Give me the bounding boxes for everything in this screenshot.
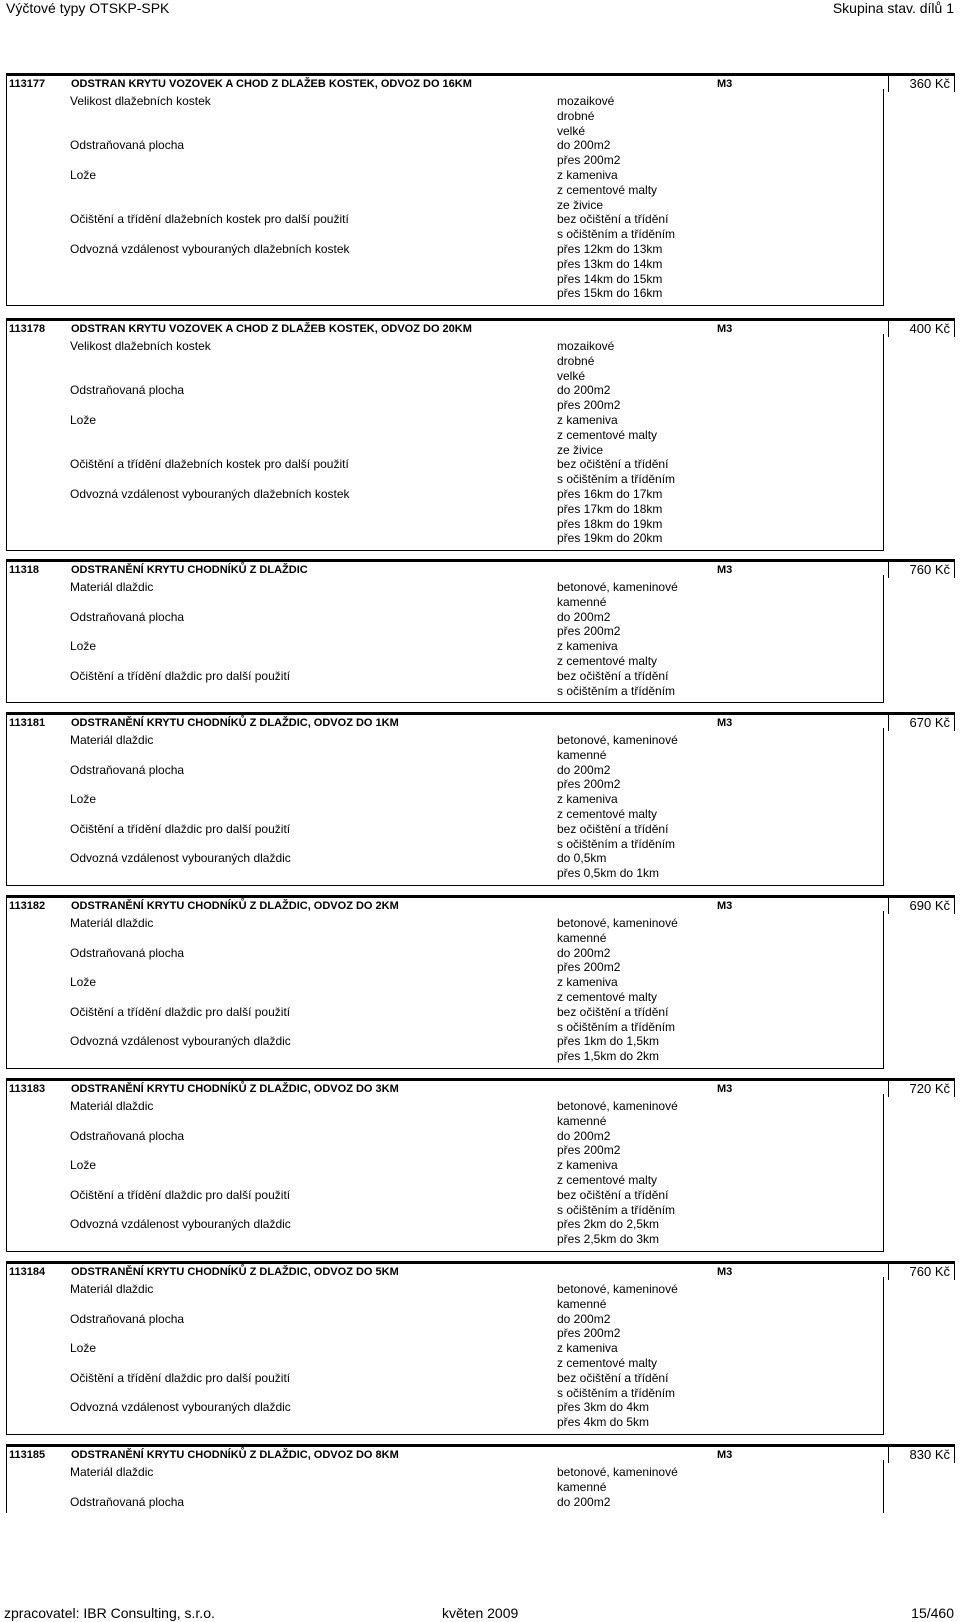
item-price: 400 Kč [909,321,950,336]
param-label: Materiál dlaždic [70,1465,154,1479]
param-value: kamenné [557,594,607,609]
param-value: bez očištění a třídění [557,1004,669,1019]
block-right-border [883,575,884,702]
param-value: přes 13km do 14km [557,256,663,271]
param-value: kamenné [557,930,607,945]
block-left-border [6,1277,7,1434]
param-label: Materiál dlaždic [70,733,154,747]
param-value: přes 200m2 [557,153,621,168]
param-label: Očištění a třídění dlaždic pro další použití [70,1004,291,1019]
item-price: 720 Kč [909,1081,950,1096]
param-value: z cementové malty [557,427,658,442]
param-value: bez očištění a třídění [557,821,669,836]
param-value: s očištěním a tříděním [557,1202,676,1217]
param-value: drobné [557,108,595,123]
param-label: Velikost dlažebních kostek [70,94,211,108]
param-value: z kameniva [557,1158,618,1173]
param-value: z cementové malty [557,1173,658,1187]
param-value: kamenné [557,1479,607,1494]
param-value: přes 0,5km do 1km [557,866,660,881]
param-value: drobné [557,353,595,368]
param-value: do 200m2 [557,1311,611,1326]
param-value: přes 4km do 5km [557,1415,650,1430]
param-label: Odstraňovaná plocha [70,609,185,624]
param-value: z kameniva [557,639,618,654]
param-label: Odstraňovaná plocha [70,383,185,398]
header-left: Výčtové typy OTSKP-SPK [6,0,170,16]
param-label: Velikost dlažebních kostek [70,339,211,353]
param-value: přes 2km do 2,5km [557,1217,660,1232]
item-title: ODSTRANĚNÍ KRYTU CHODNÍKŮ Z DLAŽDIC, ODVOZ DO 8KM [71,1449,399,1461]
block-bottom-border [6,702,884,703]
param-value: přes 200m2 [557,1326,621,1341]
param-value: betonové, kameninové [557,1282,678,1296]
item-unit: M3 [717,900,733,912]
param-value: betonové, kameninové [557,916,678,930]
block-right-border [883,1094,884,1251]
item-code: 113184 [9,1266,46,1278]
param-label: Odstraňovaná plocha [70,1311,185,1326]
block-bottom-border [6,885,884,886]
price-separator [888,895,889,914]
param-value: z kameniva [557,792,618,807]
param-value: mozaikové [557,94,615,108]
item-unit: M3 [717,717,733,729]
block-left-border [6,911,7,1068]
param-label: Očištění a třídění dlaždic pro další použití [70,821,291,836]
price-separator [888,712,889,731]
param-value: kamenné [557,747,607,762]
param-label: Očištění a třídění dlažebních kostek pro další použití [70,457,349,472]
param-label: Očištění a třídění dlaždic pro další použití [70,1370,291,1385]
param-label: Materiál dlaždic [70,916,154,930]
block-right-border [883,1460,884,1513]
price-separator [888,1444,889,1463]
block-left-border [6,334,7,550]
price-separator [888,559,889,578]
block-left-border [6,728,7,885]
footer-left: zpracovatel: IBR Consulting, s.r.o. [4,1605,215,1621]
item-header-row [6,1078,955,1097]
item-code: 11318 [9,564,39,576]
param-label: Odstraňovaná plocha [70,138,185,153]
param-label: Odstraňovaná plocha [70,1494,185,1509]
param-value: bez očištění a třídění [557,668,669,683]
param-label: Odstraňovaná plocha [70,1128,185,1143]
param-label: Odvozná vzdálenost vybouraných dlaždic [70,1217,291,1232]
block-bottom-border [6,550,884,551]
page-header [6,0,954,18]
param-value: do 200m2 [557,138,611,153]
param-value: do 200m2 [557,609,611,624]
param-value: ze živice [557,442,604,457]
param-label: Odvozná vzdálenost vybouraných dlaždic [70,851,291,866]
item-unit: M3 [717,323,733,335]
item-code: 113183 [9,1083,46,1095]
param-value: přes 200m2 [557,777,621,792]
param-label: Lože [70,792,97,807]
param-value: s očištěním a tříděním [557,1385,676,1400]
param-value: přes 1,5km do 2km [557,1049,660,1064]
block-left-border [6,89,7,305]
param-label: Očištění a třídění dlažebních kostek pro další použití [70,212,349,227]
param-value: z cementové malty [557,1356,658,1370]
price-separator [888,1261,889,1280]
param-label: Odvozná vzdálenost vybouraných dlažebních kostek [70,487,350,501]
item-unit: M3 [717,78,733,90]
item-header-row [6,712,955,731]
item-price: 830 Kč [909,1447,950,1462]
item-title: ODSTRAN KRYTU VOZOVEK A CHOD Z DLAŽEB KOSTEK, ODVOZ DO 16KM [71,78,472,90]
param-value: bez očištění a třídění [557,1187,669,1202]
param-value: do 0,5km [557,851,607,866]
block-left-border [6,575,7,702]
item-price: 760 Kč [909,562,950,577]
item-title: ODSTRANĚNÍ KRYTU CHODNÍKŮ Z DLAŽDIC [71,564,308,576]
param-value: betonové, kameninové [557,1465,678,1479]
param-label: Materiál dlaždic [70,1282,154,1296]
item-price: 670 Kč [909,715,950,730]
param-label: Očištění a třídění dlaždic pro další použití [70,668,291,683]
param-value: s očištěním a tříděním [557,683,676,698]
item-header-row [6,73,955,92]
block-right-border [883,728,884,885]
param-value: z kameniva [557,1341,618,1356]
block-left-border [6,1460,7,1513]
param-value: přes 12km do 13km [557,242,663,256]
param-value: z cementové malty [557,807,658,821]
param-value: přes 2,5km do 3km [557,1232,660,1247]
param-value: přes 1km do 1,5km [557,1034,660,1049]
item-code: 113177 [9,78,46,90]
param-value: betonové, kameninové [557,733,678,747]
param-value: přes 200m2 [557,960,621,975]
block-right-border [883,334,884,550]
param-value: přes 18km do 19km [557,516,663,531]
item-title: ODSTRANĚNÍ KRYTU CHODNÍKŮ Z DLAŽDIC, ODVOZ DO 5KM [71,1266,399,1278]
param-label: Lože [70,168,97,182]
block-right-border [883,1277,884,1434]
param-value: do 200m2 [557,1494,611,1509]
param-label: Lože [70,1341,97,1356]
param-value: přes 15km do 16km [557,286,663,301]
param-value: betonové, kameninové [557,1099,678,1113]
block-bottom-border [6,305,884,306]
param-value: ze živice [557,197,604,212]
item-header-row [6,1261,955,1280]
item-code: 113181 [9,717,46,729]
param-value: velké [557,368,586,383]
item-code: 113182 [9,900,46,912]
param-label: Odvozná vzdálenost vybouraných dlažebních kostek [70,242,350,256]
page-footer [4,1605,954,1622]
header-right: Skupina stav. dílů 1 [832,0,954,16]
param-value: do 200m2 [557,1128,611,1143]
param-value: s očištěním a tříděním [557,227,676,242]
block-left-border [6,1094,7,1251]
footer-right: 15/460 [911,1605,954,1621]
param-value: z cementové malty [557,990,658,1004]
item-title: ODSTRANĚNÍ KRYTU CHODNÍKŮ Z DLAŽDIC, ODVOZ DO 3KM [71,1083,399,1095]
param-label: Lože [70,1158,97,1173]
param-value: přes 14km do 15km [557,271,663,286]
param-value: betonové, kameninové [557,580,678,594]
param-value: z kameniva [557,975,618,990]
param-label: Materiál dlaždic [70,580,154,594]
param-label: Materiál dlaždic [70,1099,154,1113]
param-value: kamenné [557,1113,607,1128]
param-label: Odvozná vzdálenost vybouraných dlaždic [70,1034,291,1049]
item-price: 360 Kč [909,76,950,91]
param-value: s očištěním a tříděním [557,472,676,487]
param-value: mozaikové [557,339,615,353]
param-value: z kameniva [557,168,618,182]
block-bottom-border [6,1434,884,1435]
item-unit: M3 [717,1083,733,1095]
footer-center: květen 2009 [442,1605,519,1621]
param-label: Očištění a třídění dlaždic pro další použití [70,1187,291,1202]
param-value: přes 200m2 [557,1143,621,1158]
param-value: z kameniva [557,413,618,427]
param-value: přes 19km do 20km [557,531,663,546]
param-value: bez očištění a třídění [557,1370,669,1385]
param-label: Odvozná vzdálenost vybouraných dlaždic [70,1400,291,1415]
param-value: do 200m2 [557,945,611,960]
item-header-row [6,318,955,337]
param-value: s očištěním a tříděním [557,1019,676,1034]
param-value: s očištěním a tříděním [557,836,676,851]
param-value: z cementové malty [557,182,658,197]
param-label: Lože [70,975,97,990]
item-title: ODSTRANĚNÍ KRYTU CHODNÍKŮ Z DLAŽDIC, ODVOZ DO 2KM [71,900,399,912]
item-code: 113178 [9,323,46,335]
price-separator [888,73,889,92]
item-header-row [6,895,955,914]
param-value: přes 200m2 [557,398,621,413]
param-value: do 200m2 [557,762,611,777]
item-header-row [6,1444,955,1463]
item-price: 760 Kč [909,1264,950,1279]
block-bottom-border [6,1068,884,1069]
param-value: přes 16km do 17km [557,487,663,501]
item-header-row [6,559,955,578]
item-price: 690 Kč [909,898,950,913]
param-label: Odstraňovaná plocha [70,762,185,777]
price-separator [888,1078,889,1097]
block-bottom-border [6,1251,884,1252]
item-unit: M3 [717,564,733,576]
param-value: bez očištění a třídění [557,212,669,227]
param-value: z cementové malty [557,654,658,668]
param-value: přes 3km do 4km [557,1400,650,1415]
param-value: bez očištění a třídění [557,457,669,472]
item-unit: M3 [717,1266,733,1278]
item-title: ODSTRANĚNÍ KRYTU CHODNÍKŮ Z DLAŽDIC, ODVOZ DO 1KM [71,717,399,729]
price-separator [888,318,889,337]
param-label: Odstraňovaná plocha [70,945,185,960]
item-title: ODSTRAN KRYTU VOZOVEK A CHOD Z DLAŽEB KOSTEK, ODVOZ DO 20KM [71,323,472,335]
item-code: 113185 [9,1449,46,1461]
item-unit: M3 [717,1449,733,1461]
param-label: Lože [70,639,97,654]
param-value: přes 17km do 18km [557,501,663,516]
param-value: do 200m2 [557,383,611,398]
param-value: přes 200m2 [557,624,621,639]
block-right-border [883,911,884,1068]
param-label: Lože [70,413,97,427]
block-right-border [883,89,884,305]
param-value: kamenné [557,1296,607,1311]
param-value: velké [557,123,586,138]
